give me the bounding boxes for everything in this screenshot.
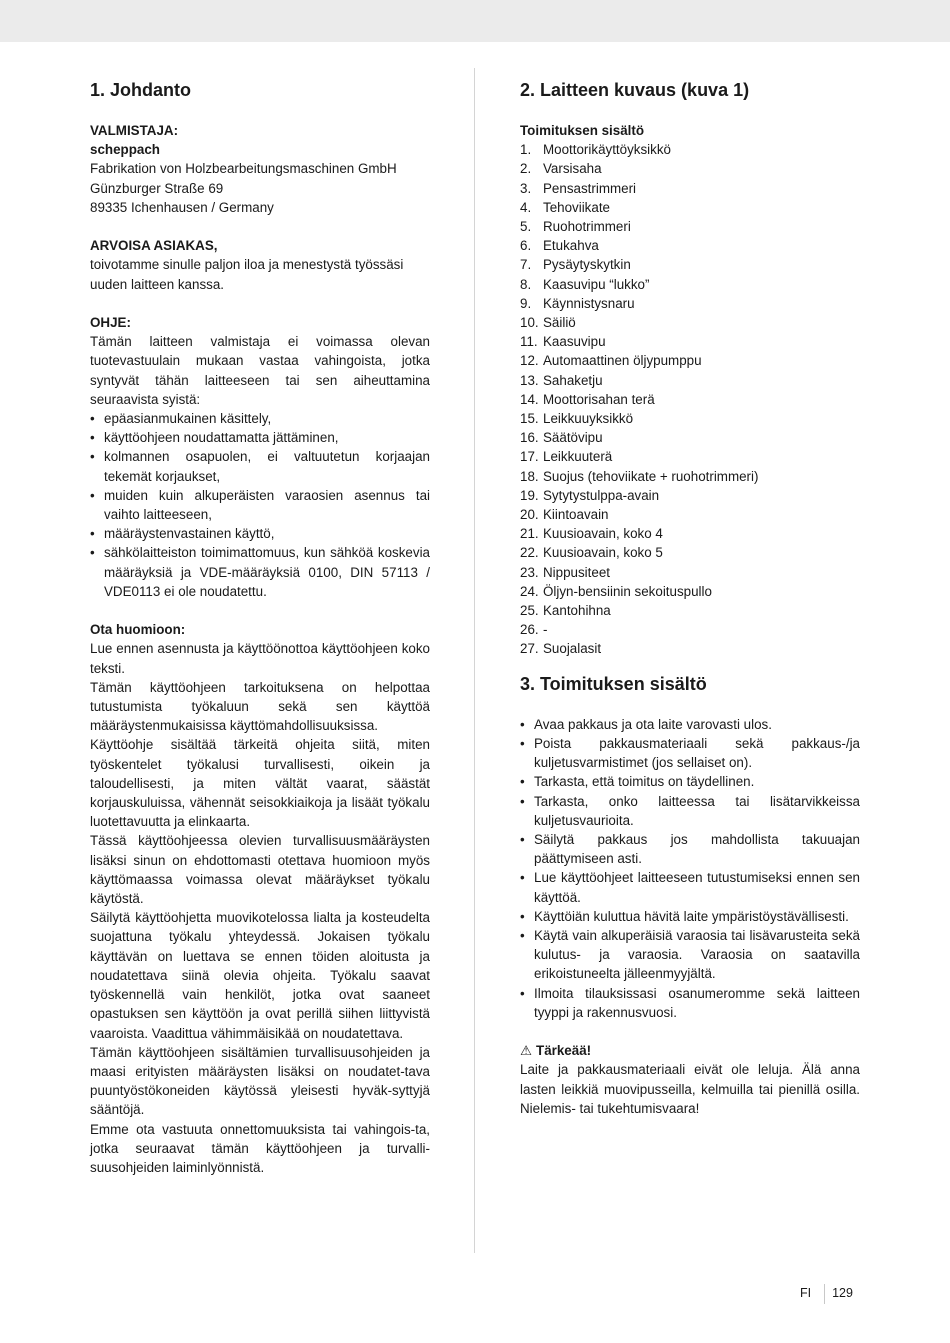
list-item-text: Kantohihna — [543, 603, 611, 619]
list-item-number: 16. — [520, 430, 539, 446]
left-column — [90, 79, 430, 1177]
list-item — [520, 140, 860, 159]
list-item-text: Moottorikäyttöyksikkö — [543, 142, 671, 158]
list-item — [520, 217, 860, 236]
list-item-number: 14. — [520, 391, 539, 407]
list-item-number: 25. — [520, 603, 539, 619]
list-item-number: 10. — [520, 315, 539, 331]
list-item: • Käyttöiän kuluttua hävitä laite ympäristöystävällisesti. — [520, 907, 860, 926]
attention-paragraph: Tämän käyttöohjeen sisältämien turvallisuusohjeiden ja maasi erityisten määräysten lisäksi on noudatet-tava puuntyöstökoneiden käytössä yleisesti hyväk-syttyjä sääntöjä. — [90, 1044, 430, 1118]
list-item-text: Kaasuvipu “lukko” — [543, 276, 650, 292]
attention-paragraph: Lue ennen asennusta ja käyttöönottoa käyttöohjeen koko teksti. — [90, 641, 430, 676]
list-item-text: Säätövipu — [543, 430, 603, 446]
list-item-text: Varsisaha — [543, 161, 602, 177]
list-item — [520, 198, 860, 217]
list-item-text: Sytytystulppa-avain — [543, 487, 660, 503]
list-item-text: Ruohotrimmeri — [543, 219, 631, 235]
list-item-number: 1. — [520, 142, 532, 158]
list-item-text: Kaasuvipu — [543, 334, 606, 350]
list-item — [520, 563, 860, 582]
list-item — [520, 409, 860, 428]
list-item-text: Etukahva — [543, 238, 599, 254]
list-item-number: 3. — [520, 180, 532, 196]
list-item: • Tarkasta, onko laitteessa tai lisätarvikkeissa kuljetusvaurioita. — [520, 792, 860, 830]
list-item: • Käytä vain alkuperäisiä varaosia tai lisävarusteita sekä kulutus- ja varaosia. Varaosia on saatavilla erikoistuneelta jälleenmyyjältä. — [520, 926, 860, 984]
warning-heading — [520, 1041, 860, 1060]
manufacturer-line: 89335 Ichenhausen / Germany — [90, 199, 274, 215]
warning-text: Laite ja pakkausmateriaali eivät ole leluja. Älä anna lasten leikkiä muovipusseilla, kelmuilla tai pienillä osilla. Nielemis- tai tukehtumisvaara! — [520, 1062, 860, 1116]
list-item-text: Pensastrimmeri — [543, 180, 637, 196]
manufacturer-brand: scheppach — [90, 142, 160, 158]
list-item — [520, 601, 860, 620]
list-item — [520, 159, 860, 178]
list-item-number: 20. — [520, 507, 539, 523]
footer-divider — [824, 1284, 825, 1304]
list-item-number: 21. — [520, 526, 539, 542]
list-item — [520, 351, 860, 370]
page-footer — [800, 1284, 853, 1304]
manufacturer-line: Günzburger Straße 69 — [90, 180, 224, 196]
list-item-number: 2. — [520, 161, 532, 177]
delivery-bullet-list — [520, 715, 860, 1022]
list-item — [520, 467, 860, 486]
list-item — [520, 313, 860, 332]
delivery-label: Toimituksen sisältö — [520, 123, 645, 138]
page-number: 129 — [832, 1286, 853, 1301]
list-item: • epäasianmukainen käsittely, — [90, 409, 430, 428]
list-item: • sähkölaitteiston toimimattomuus, kun sähköä koskevia määräyksiä ja VDE-määräyksiä 0100, DIN 57113 / VDE0113 ei ole noudatettu. — [90, 543, 430, 601]
list-item-number: 23. — [520, 564, 539, 580]
list-item: • Säilytä pakkaus jos mahdollista takuuajan päättymiseen asti. — [520, 830, 860, 868]
list-item: • Poista pakkausmateriaali sekä pakkaus-/ja kuljetusvarmistimet (jos sellaiset on). — [520, 734, 860, 772]
list-item-text: Tehoviikate — [543, 199, 610, 215]
note-bullet-list — [90, 409, 430, 601]
attention-paragraph: Emme ota vastuuta onnettomuuksista tai vahingois-ta, jotka seuraavat tämän käyttöohjeen ja turvalli-suusohjeiden laiminlyönnistä. — [90, 1121, 430, 1175]
list-item — [520, 371, 860, 390]
column-divider — [474, 68, 475, 1253]
warning-label: Tärkeää! — [536, 1043, 592, 1059]
list-item-number: 13. — [520, 372, 539, 388]
warning-triangle-icon: ⚠ — [520, 1043, 533, 1059]
list-item-text: Moottorisahan terä — [543, 391, 655, 407]
list-item-number: 17. — [520, 449, 539, 465]
list-item: • Avaa pakkaus ja ota laite varovasti ulos. — [520, 715, 860, 734]
list-item-text: Kuusioavain, koko 5 — [543, 545, 663, 561]
list-item: • Tarkasta, että toimitus on täydellinen. — [520, 772, 860, 791]
attention-paragraph: Käyttöohje sisältää tärkeitä ohjeita siitä, miten työskentelet työkalusi turvallisesti, oikein ja taloudellisesti, ja miten vältät vaarat, säästät korjauskuluissa, vähennät seisokkiaikoja ja lisäät työkalu luotettavuutta ja elinkaarta. — [90, 737, 430, 830]
list-item-number: 12. — [520, 353, 539, 369]
list-item-number: 27. — [520, 641, 539, 657]
list-item — [520, 332, 860, 351]
language-code: FI — [800, 1286, 812, 1301]
list-item-text: Leikkuuyksikkö — [543, 411, 634, 427]
note-intro: Tämän laitteen valmistaja ei voimassa olevan tuotevastuulain mukaan vastaa vahingoista, jotka syntyvät tähän laitteeseen tai sen aiheuttamina seuraavista syistä: — [90, 334, 430, 407]
list-item — [520, 620, 860, 639]
list-item-number: 18. — [520, 468, 539, 484]
list-item — [520, 505, 860, 524]
list-item-number: 22. — [520, 545, 539, 561]
attention-paragraph: Säilytä käyttöohjetta muovikotelossa lialta ja kosteudelta suojattuna työkalu yhteydessä. Jokaisen työkalu käyttävän on luettava se ennen töiden aloitusta ja noudatettava siinä olevia ohjeita. Työkalu saavat työskennellä vain henkilöt, jotka ovat saaneet opastuksen sen käyttöön ja ovat perillä siihen liittyvistä vaaroista. Vaadittua vähimmäisikää on noudatettava. — [90, 910, 430, 1041]
list-item — [520, 390, 860, 409]
parts-list — [520, 140, 860, 658]
list-item-text: Pysäytyskytkin — [543, 257, 631, 273]
list-item — [520, 236, 860, 255]
list-item-text: Automaattinen öljypumppu — [543, 353, 702, 369]
list-item-text: Kuusioavain, koko 4 — [543, 526, 663, 542]
list-item — [520, 447, 860, 466]
manufacturer-label: VALMISTAJA: — [90, 123, 179, 138]
list-item-number: 4. — [520, 199, 532, 215]
list-item-number: 19. — [520, 487, 539, 503]
list-item: • muiden kuin alkuperäisten varaosien asennus tai vaihto laitteeseen, — [90, 486, 430, 524]
list-item: • Lue käyttöohjeet laitteeseen tutustumiseksi ennen sen käyttöä. — [520, 868, 860, 906]
list-item-text: Säiliö — [543, 315, 576, 331]
attention-paragraph: Tässä käyttöohjeessa olevien turvallisuusmääräysten lisäksi sinun on ehdottomasti otettava huomioon myös käyttömaassa voimassa olevat määräykset työkalu käytöstä. — [90, 833, 430, 907]
list-item-text: Kiintoavain — [543, 507, 609, 523]
list-item-number: 6. — [520, 238, 532, 254]
section-3-title: 3. Toimituksen sisältö — [520, 673, 707, 694]
list-item-text: Leikkuuterä — [543, 449, 613, 465]
list-item-number: 7. — [520, 257, 532, 273]
list-item-number: 5. — [520, 219, 532, 235]
list-item: • Ilmoita tilauksissasi osanumeromme sekä laitteen tyyppi ja rakennusvuosi. — [520, 984, 860, 1022]
list-item: • kolmannen osapuolen, ei valtuutetun korjaajan tekemät korjaukset, — [90, 447, 430, 485]
right-column — [520, 79, 860, 1118]
attention-label: Ota huomioon: — [90, 622, 186, 638]
note-label: OHJE: — [90, 315, 131, 330]
attention-paragraph: Tämän käyttöohjeen tarkoituksena on helpottaa tutustumista työkaluun sekä sen käyttöä määräystenmukaisissa käyttömahdollisuuksissa. — [90, 679, 430, 734]
page-header-band — [0, 0, 950, 42]
customer-text: toivotamme sinulle paljon iloa ja menestystä työssäsi uuden laitteen kanssa. — [90, 257, 404, 292]
list-item — [520, 294, 860, 313]
list-item — [520, 486, 860, 505]
list-item-number: 15. — [520, 411, 539, 427]
manufacturer-line: Fabrikation von Holzbearbeitungsmaschinen GmbH — [90, 161, 397, 177]
list-item: • määräystenvastainen käyttö, — [90, 524, 430, 543]
list-item-number: 9. — [520, 295, 532, 311]
section-2-title: 2. Laitteen kuvaus (kuva 1) — [520, 80, 750, 100]
list-item — [520, 543, 860, 562]
list-item: • käyttöohjeen noudattamatta jättäminen, — [90, 428, 430, 447]
list-item-text: Öljyn-bensiinin sekoituspullo — [543, 583, 712, 599]
list-item — [520, 275, 860, 294]
list-item-text: Käynnistysnaru — [543, 295, 635, 311]
list-item-text: Suojalasit — [543, 641, 602, 657]
list-item — [520, 524, 860, 543]
section-1-title: 1. Johdanto — [90, 80, 192, 100]
list-item — [520, 428, 860, 447]
list-item-number: 26. — [520, 622, 539, 638]
list-item — [520, 255, 860, 274]
list-item-number: 8. — [520, 276, 532, 292]
list-item-number: 11. — [520, 334, 538, 350]
list-item-number: 24. — [520, 583, 539, 599]
list-item-text: - — [543, 622, 548, 638]
list-item-text: Nippusiteet — [543, 564, 610, 580]
list-item-text: Suojus (tehoviikate + ruohotrimmeri) — [543, 468, 759, 484]
list-item-text: Sahaketju — [543, 372, 603, 388]
list-item — [520, 179, 860, 198]
customer-label: ARVOISA ASIAKAS, — [90, 238, 218, 254]
list-item — [520, 582, 860, 601]
list-item — [520, 639, 860, 658]
